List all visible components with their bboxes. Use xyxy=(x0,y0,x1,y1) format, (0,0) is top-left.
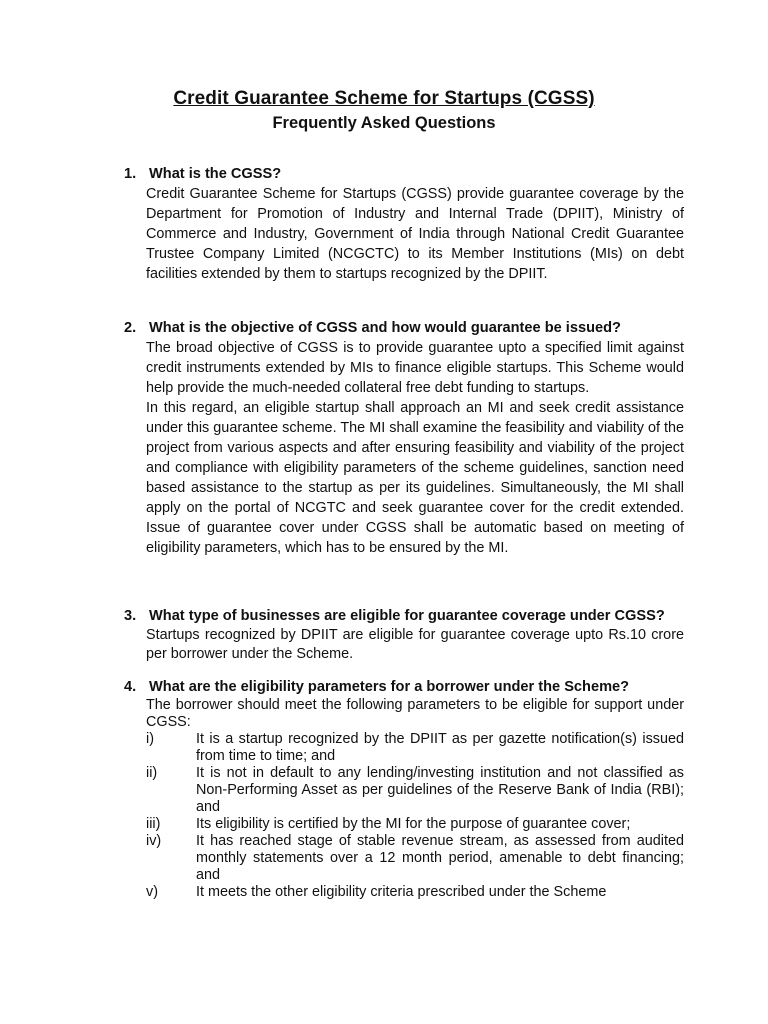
list-item xyxy=(146,884,684,901)
list-marker: iv) xyxy=(146,833,162,849)
faq-question-text: What is the CGSS? xyxy=(149,166,282,182)
faq-question xyxy=(124,677,694,697)
document-subtitle: Frequently Asked Questions xyxy=(272,114,496,132)
faq-number: 2. xyxy=(124,320,137,336)
document-title: Credit Guarantee Scheme for Startups (CGSS) xyxy=(173,88,595,109)
faq-question-text: What are the eligibility parameters for a borrower under the Scheme? xyxy=(149,679,630,695)
faq-answer-paragraph: Startups recognized by DPIIT are eligible for guarantee coverage upto Rs.10 crore per borrower under the Scheme. xyxy=(146,627,684,662)
faq-question xyxy=(124,318,694,338)
faq-item-1 xyxy=(124,164,694,284)
faq-answer-paragraph: In this regard, an eligible startup shall approach an MI and seek credit assistance under this guarantee scheme. The MI shall examine the feasibility and viability of the project from various aspects and after ensuring feasibility and viability of the project and compliance with eligibility parameters of the scheme guidelines, sanction need based assistance to the startup as per its guidelines. Simultaneously, the MI shall apply on the portal of NCGTC and seek guarantee cover for the credit extended. Issue of guarantee cover under CGSS shall be automatic based on meeting of eligibility parameters, which has to be ensured by the MI. xyxy=(146,400,684,556)
list-marker: ii) xyxy=(146,765,158,781)
faq-answer xyxy=(146,697,684,901)
faq-answer xyxy=(146,626,684,664)
faq-answer xyxy=(146,338,684,558)
list-item xyxy=(146,765,684,816)
faq-question xyxy=(124,164,694,184)
list-item xyxy=(146,731,684,765)
list-marker: v) xyxy=(146,884,158,900)
faq-number: 4. xyxy=(124,679,137,695)
faq-number: 1. xyxy=(124,166,137,182)
faq-item-3 xyxy=(124,606,694,664)
list-marker: iii) xyxy=(146,816,161,832)
list-item-text: It meets the other eligibility criteria prescribed under the Scheme xyxy=(196,884,607,900)
list-item xyxy=(146,816,684,833)
faq-question-text: What is the objective of CGSS and how would guarantee be issued? xyxy=(149,320,621,336)
faq-number: 3. xyxy=(124,608,137,624)
list-item-text: It is not in default to any lending/investing institution and not classified as Non-Performing Asset as per guidelines of the Reserve Bank of India (RBI); and xyxy=(196,765,684,815)
list-item-text: Its eligibility is certified by the MI for the purpose of guarantee cover; xyxy=(196,816,631,832)
list-marker: i) xyxy=(146,731,154,747)
eligibility-list xyxy=(146,731,684,901)
faq-question-text: What type of businesses are eligible for guarantee coverage under CGSS? xyxy=(149,608,665,624)
list-item xyxy=(146,833,684,884)
faq-answer-paragraph: The broad objective of CGSS is to provide guarantee upto a specified limit against credit instruments extended by MIs to finance eligible startups. This Scheme would help provide the much-needed collateral free debt funding to startups. xyxy=(146,340,684,396)
list-item-text: It is a startup recognized by the DPIIT as per gazette notification(s) issued from time to time; and xyxy=(196,731,684,764)
faq-answer-paragraph: The borrower should meet the following parameters to be eligible for support under CGSS: xyxy=(146,697,684,730)
faq-item-2 xyxy=(124,318,694,558)
faq-answer-paragraph: Credit Guarantee Scheme for Startups (CGSS) provide guarantee coverage by the Department for Promotion of Industry and Internal Trade (DPIIT), Ministry of Commerce and Industry, Government of India through National Credit Guarantee Trustee Company Limited (NCGCTC) to its Member Institutions (MIs) on debt facilities extended by them to startups recognized by the DPIIT. xyxy=(146,186,684,282)
faq-answer xyxy=(146,184,684,284)
faq-item-4 xyxy=(124,677,694,901)
list-item-text: It has reached stage of stable revenue stream, as assessed from audited monthly statements over a 12 month period, amenable to debt financing; and xyxy=(196,833,684,883)
faq-question xyxy=(124,606,694,626)
